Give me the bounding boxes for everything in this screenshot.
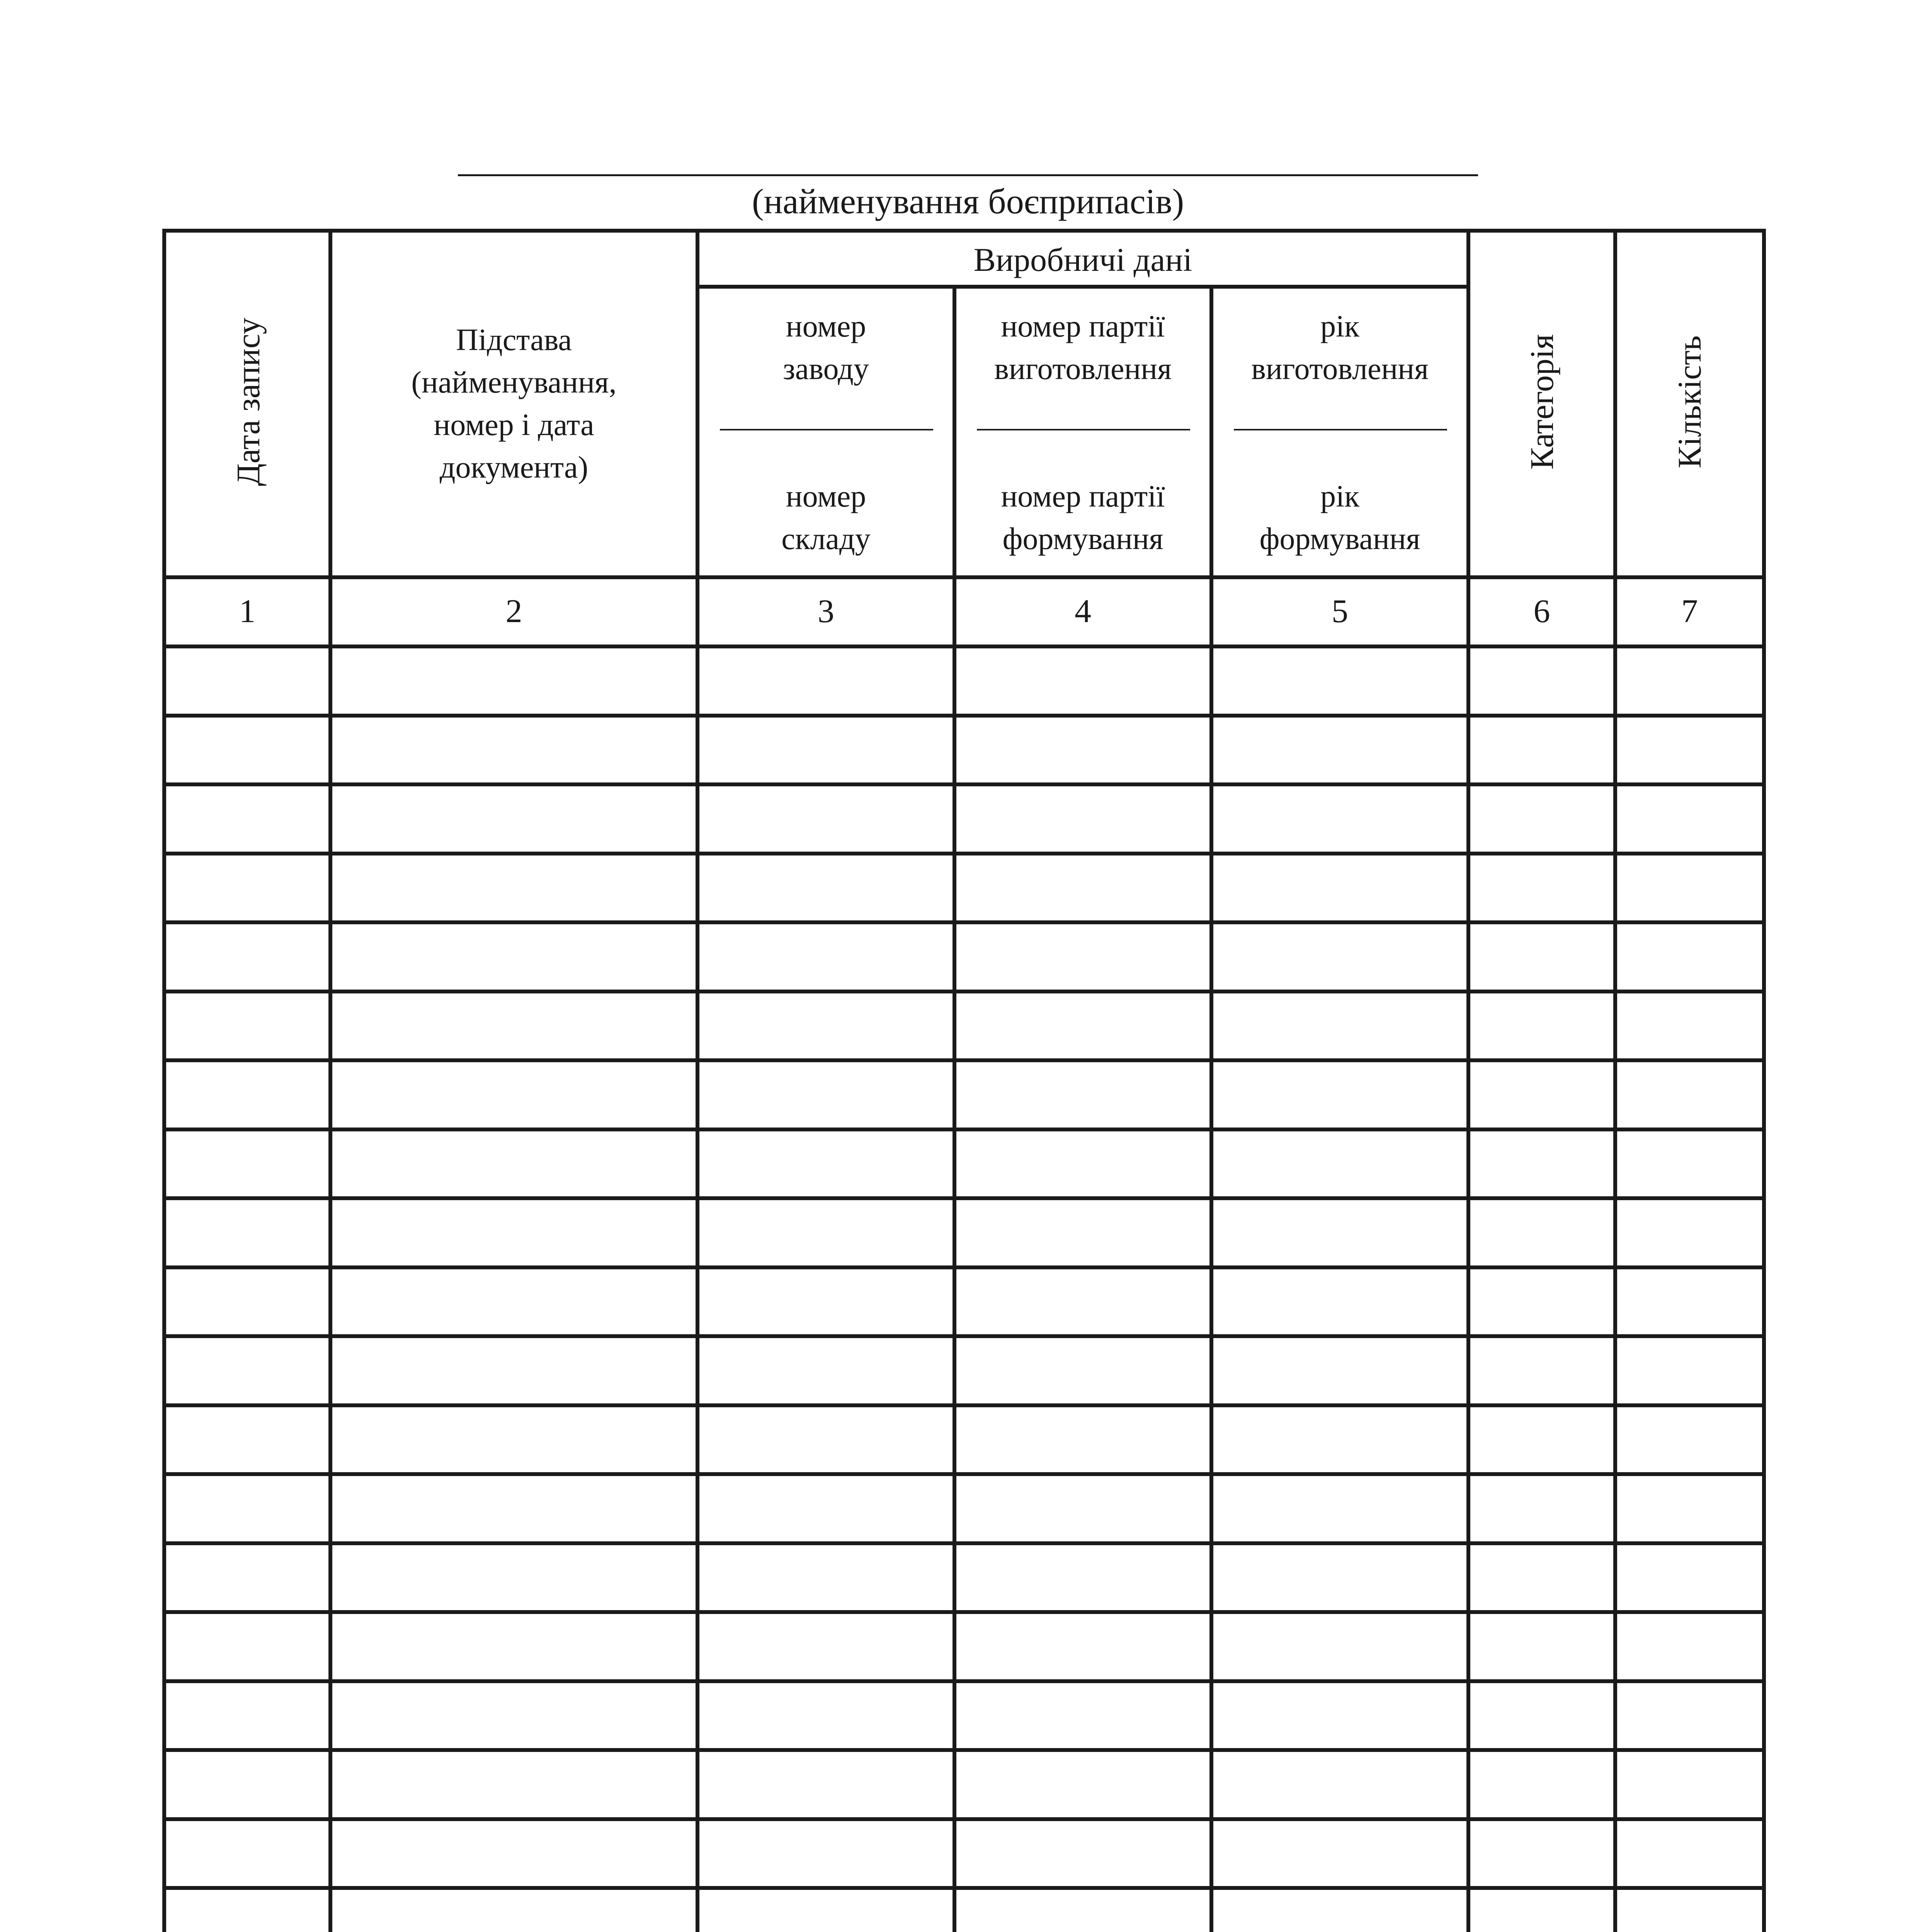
header-year-bottom: рік формування (1259, 480, 1420, 556)
header-factory-bottom: номер складу (781, 480, 871, 556)
table-row[interactable] (164, 1060, 1764, 1129)
header-factory-top: номер заводу (783, 310, 869, 386)
column-number-6: 6 (1533, 592, 1550, 629)
column-number-1: 1 (239, 592, 256, 629)
header-batch-top: номер партії виготовлення (994, 310, 1172, 386)
column-number-5: 5 (1332, 592, 1348, 629)
table-row[interactable] (164, 1819, 1764, 1888)
table-row[interactable] (164, 1129, 1764, 1199)
table-row[interactable] (164, 784, 1764, 854)
table-row[interactable] (164, 1543, 1764, 1612)
table-row[interactable] (164, 1474, 1764, 1543)
table-border-top (162, 229, 1766, 233)
column-number-3: 3 (818, 592, 834, 629)
batch-divider (977, 429, 1190, 430)
table-row[interactable] (164, 1612, 1764, 1681)
column-number-4: 4 (1075, 592, 1091, 629)
header-year-top: рік виготовлення (1251, 310, 1429, 386)
table-row[interactable] (164, 992, 1764, 1061)
table-row[interactable] (164, 1336, 1764, 1405)
header-category: Категорія (1523, 334, 1560, 470)
factory-divider (720, 429, 933, 430)
table-row[interactable] (164, 1888, 1764, 1932)
column-number-2: 2 (505, 592, 522, 629)
header-date: Дата запису (230, 317, 267, 486)
table-row[interactable] (164, 1198, 1764, 1267)
table-row[interactable] (164, 922, 1764, 992)
table-row[interactable] (164, 1750, 1764, 1819)
header-quantity: Кількість (1671, 335, 1708, 469)
table-row[interactable] (164, 716, 1764, 785)
table-row[interactable] (164, 1405, 1764, 1475)
production-group-underline (696, 285, 1470, 289)
table-row[interactable] (164, 854, 1764, 923)
header-production-group: Виробничі дані (973, 241, 1192, 278)
title-caption: (найменування боєприпасів) (752, 182, 1184, 221)
table-row[interactable] (164, 1267, 1764, 1337)
year-divider (1234, 429, 1447, 430)
table-row[interactable] (164, 646, 1764, 716)
table-row[interactable] (164, 1681, 1764, 1750)
header-basis: Підстава (найменування, номер і дата документа) (411, 323, 617, 485)
column-number-7: 7 (1681, 592, 1698, 629)
header-batch-bottom: номер партії формування (1001, 480, 1165, 556)
header-bottom-line (162, 575, 1766, 579)
